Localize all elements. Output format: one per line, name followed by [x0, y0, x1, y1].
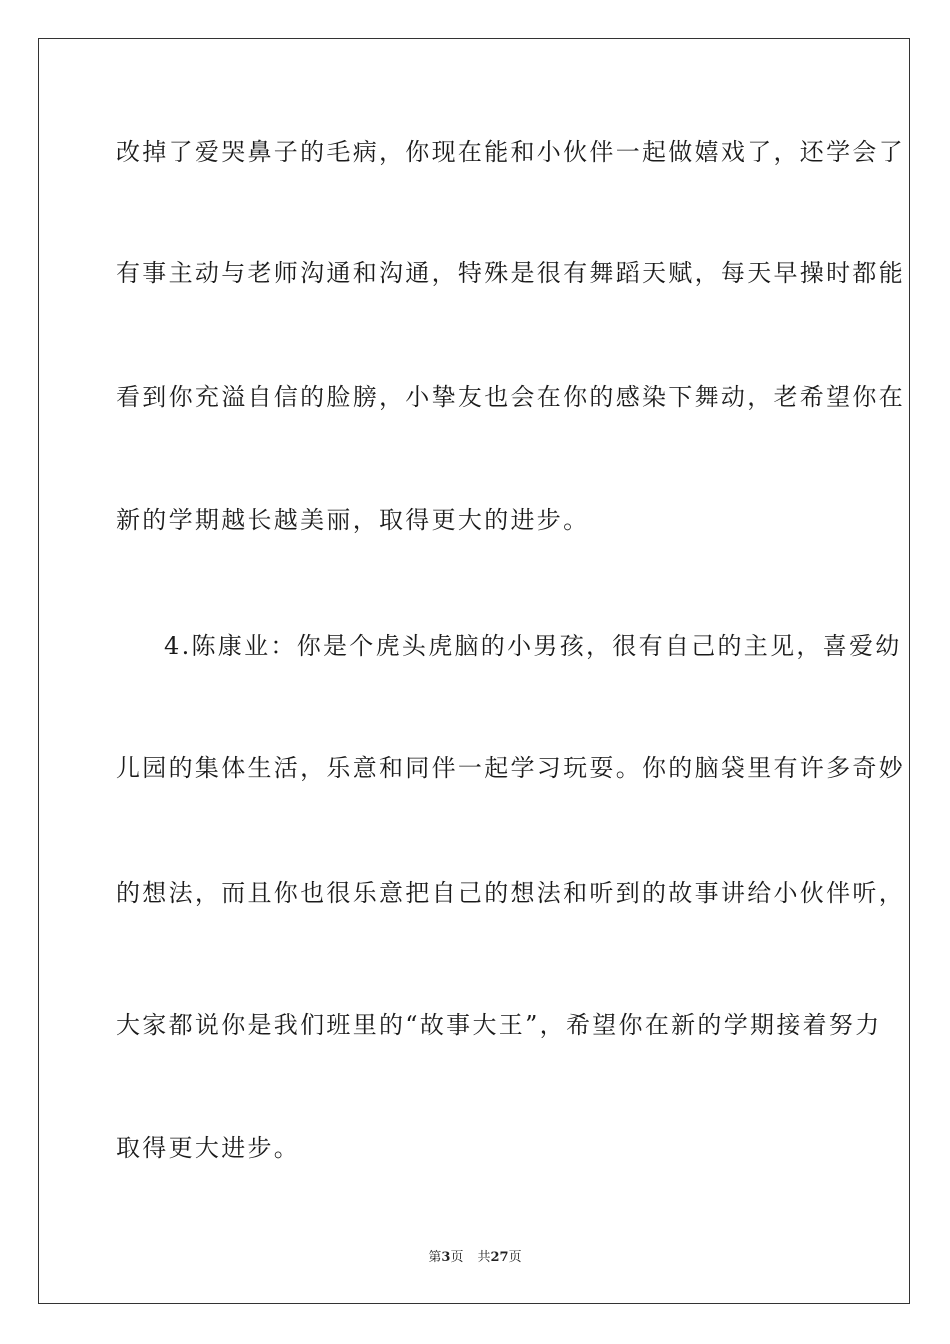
body-text-line-6: 儿园的集体生活，乐意和同伴一起学习玩耍。你的脑袋里有许多奇妙 [116, 754, 905, 782]
footer-page-prefix: 第 [428, 1250, 442, 1265]
body-text-line-1: 改掉了爱哭鼻子的毛病，你现在能和小伙伴一起做嬉戏了，还学会了 [116, 138, 905, 166]
footer-total-prefix: 共 [477, 1250, 491, 1265]
footer-total-suffix: 页 [508, 1250, 522, 1265]
footer-page-suffix: 页 [450, 1250, 464, 1265]
footer-total-pages: 27 [490, 1250, 509, 1265]
body-text-line-9: 取得更大进步。 [116, 1134, 301, 1162]
body-text-line-2: 有事主动与老师沟通和沟通，特殊是很有舞蹈天赋，每天早操时都能 [116, 259, 905, 287]
body-text-line-7: 的想法，而且你也很乐意把自己的想法和听到的故事讲给小伙伴听， [116, 879, 905, 907]
page-footer [0, 1246, 950, 1265]
footer-page-number: 3 [441, 1250, 451, 1265]
body-text-line-4: 新的学期越长越美丽，取得更大的进步。 [116, 506, 590, 534]
body-text-line-8: 大家都说你是我们班里的“故事大王”，希望你在新的学期接着努力 [116, 1011, 882, 1039]
body-text-line-5: 4.陈康业：你是个虎头虎脑的小男孩，很有自己的主见，喜爱幼 [164, 632, 902, 660]
body-text-line-3: 看到你充溢自信的脸膀，小挚友也会在你的感染下舞动，老希望你在 [116, 383, 905, 411]
page-border [38, 38, 910, 1304]
